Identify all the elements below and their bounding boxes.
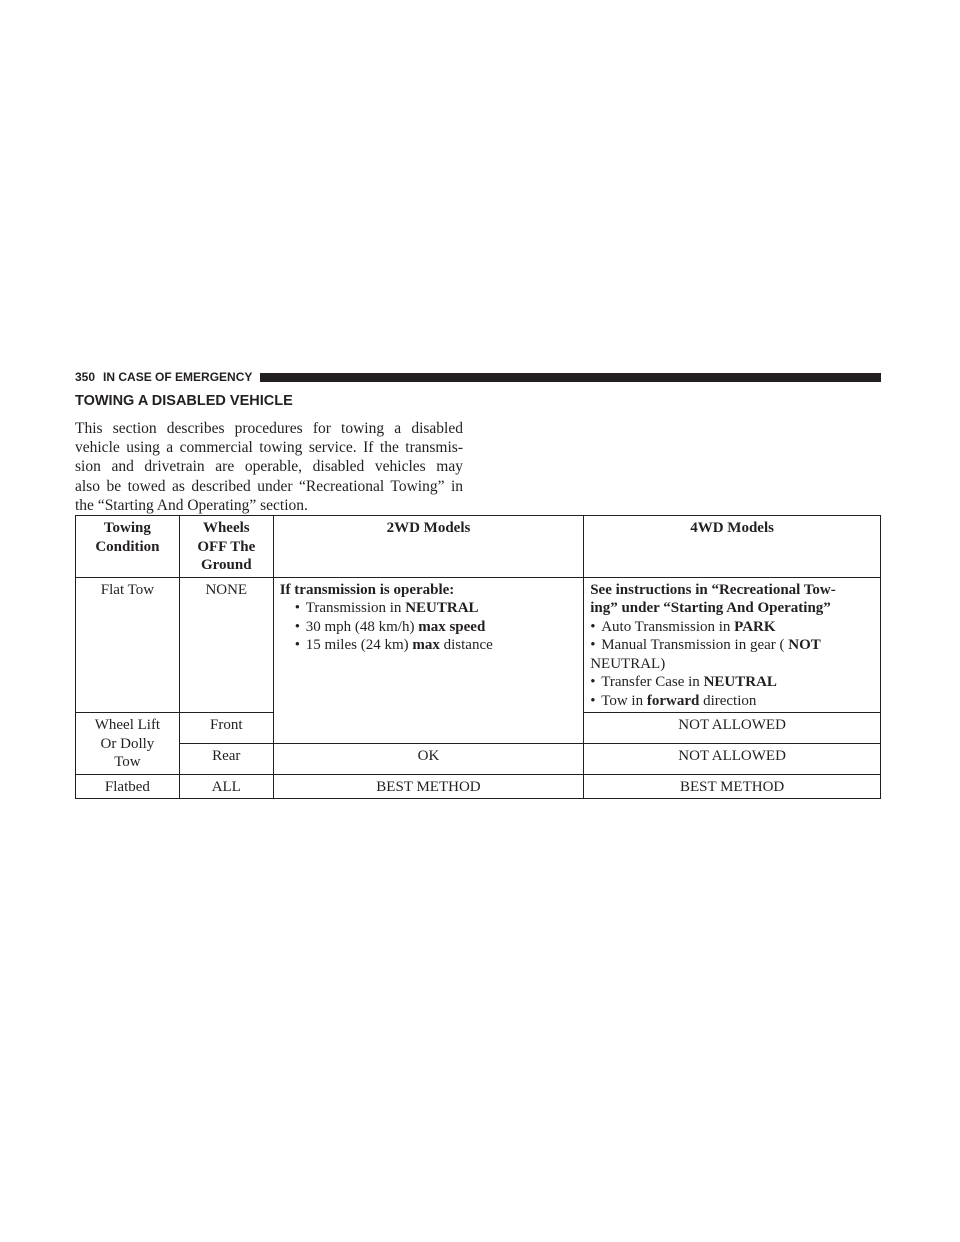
item-text: Transfer Case in bbox=[601, 674, 704, 690]
condition-text: Wheel Lift bbox=[94, 717, 161, 733]
cell-2wd: BEST METHOD bbox=[273, 774, 584, 799]
page-number: 350 bbox=[75, 370, 96, 384]
item-emphasis: forward bbox=[646, 692, 700, 709]
towing-table bbox=[75, 515, 881, 799]
list-item bbox=[590, 618, 874, 637]
header-text: Wheels bbox=[202, 520, 250, 536]
page-title: TOWING A DISABLED VEHICLE bbox=[75, 393, 293, 409]
list-item bbox=[280, 636, 578, 655]
cell-2wd: OK bbox=[273, 743, 584, 774]
condition-text: Tow bbox=[114, 754, 141, 770]
item-emphasis: PARK bbox=[734, 618, 776, 635]
intro-paragraph bbox=[75, 419, 463, 515]
cell-heading: If transmission is operable: bbox=[279, 581, 455, 598]
bullet-icon: • bbox=[294, 618, 300, 635]
bullet-icon: • bbox=[294, 637, 300, 653]
table-header-row bbox=[76, 516, 881, 578]
section-title: IN CASE OF EMERGENCY bbox=[103, 370, 253, 384]
item-text: Tow in bbox=[601, 692, 647, 709]
list-item bbox=[590, 692, 874, 711]
cell-condition: Flat Tow bbox=[76, 577, 180, 713]
bullet-icon: • bbox=[294, 600, 300, 616]
condition-text: Or Dolly bbox=[100, 735, 155, 752]
cell-wheels: ALL bbox=[179, 774, 273, 799]
bullet-icon: • bbox=[590, 637, 596, 653]
cell-condition: Flatbed bbox=[76, 774, 180, 799]
cell-4wd: NOT ALLOWED bbox=[584, 743, 881, 774]
table-row-flat-tow bbox=[76, 577, 881, 713]
bullet-icon: • bbox=[590, 618, 596, 635]
intro-line: This section describes procedures for towing a disabled bbox=[75, 420, 463, 437]
list-item bbox=[280, 599, 578, 618]
cell-4wd: BEST METHOD bbox=[584, 774, 881, 799]
bullet-icon: • bbox=[590, 692, 596, 709]
item-emphasis: NOT bbox=[788, 637, 821, 653]
item-emphasis: NEUTRAL bbox=[703, 674, 777, 690]
cell-condition bbox=[76, 713, 180, 775]
header-rule bbox=[260, 373, 881, 382]
bullet-icon: • bbox=[590, 674, 596, 690]
header-text: Condition bbox=[95, 538, 160, 555]
table-row-flatbed bbox=[76, 774, 881, 799]
item-emphasis: max speed bbox=[418, 618, 486, 635]
cell-heading: See instructions in “Recreational Tow- bbox=[590, 581, 836, 598]
cell-4wd-flat-tow bbox=[584, 577, 881, 713]
header-text: Ground bbox=[200, 557, 252, 573]
intro-line: sion and drivetrain are operable, disabled vehicles may bbox=[75, 458, 463, 476]
list-item-continuation: NEUTRAL) bbox=[590, 655, 666, 672]
cell-4wd: NOT ALLOWED bbox=[584, 713, 881, 744]
item-text: 30 mph (48 km/h) bbox=[305, 618, 419, 635]
item-emphasis: max bbox=[412, 637, 440, 653]
item-text: Transmission in bbox=[305, 600, 406, 616]
header-2wd-models: 2WD Models bbox=[273, 516, 584, 578]
item-text: Manual Transmission in gear ( bbox=[601, 637, 789, 653]
header-text: Towing bbox=[103, 520, 151, 536]
list-item bbox=[590, 673, 874, 692]
intro-line: the “Starting And Operating” section. bbox=[75, 496, 308, 514]
cell-heading: ing” under “Starting And Operating” bbox=[590, 600, 831, 616]
item-emphasis: NEUTRAL bbox=[405, 600, 479, 616]
table-row-wheel-lift-rear bbox=[76, 743, 881, 774]
item-text: Auto Transmission in bbox=[601, 618, 735, 635]
header-4wd-models: 4WD Models bbox=[584, 516, 881, 578]
header-towing-condition bbox=[76, 516, 180, 578]
cell-2wd-flat-tow bbox=[273, 577, 584, 743]
header-text: OFF The bbox=[197, 538, 256, 555]
intro-line: vehicle using a commercial towing service. If the transmis- bbox=[75, 439, 463, 457]
cell-wheels: Front bbox=[179, 713, 273, 744]
cell-wheels: Rear bbox=[179, 743, 273, 774]
page-header bbox=[75, 369, 881, 385]
list-item bbox=[280, 618, 578, 637]
item-text: 15 miles (24 km) bbox=[305, 637, 413, 653]
header-wheels-off-ground bbox=[179, 516, 273, 578]
intro-line: also be towed as described under “Recreational Towing” in bbox=[75, 477, 463, 495]
item-text-after: direction bbox=[699, 692, 757, 709]
list-item bbox=[590, 636, 874, 655]
item-text-after: distance bbox=[439, 637, 493, 653]
cell-wheels: NONE bbox=[179, 577, 273, 713]
